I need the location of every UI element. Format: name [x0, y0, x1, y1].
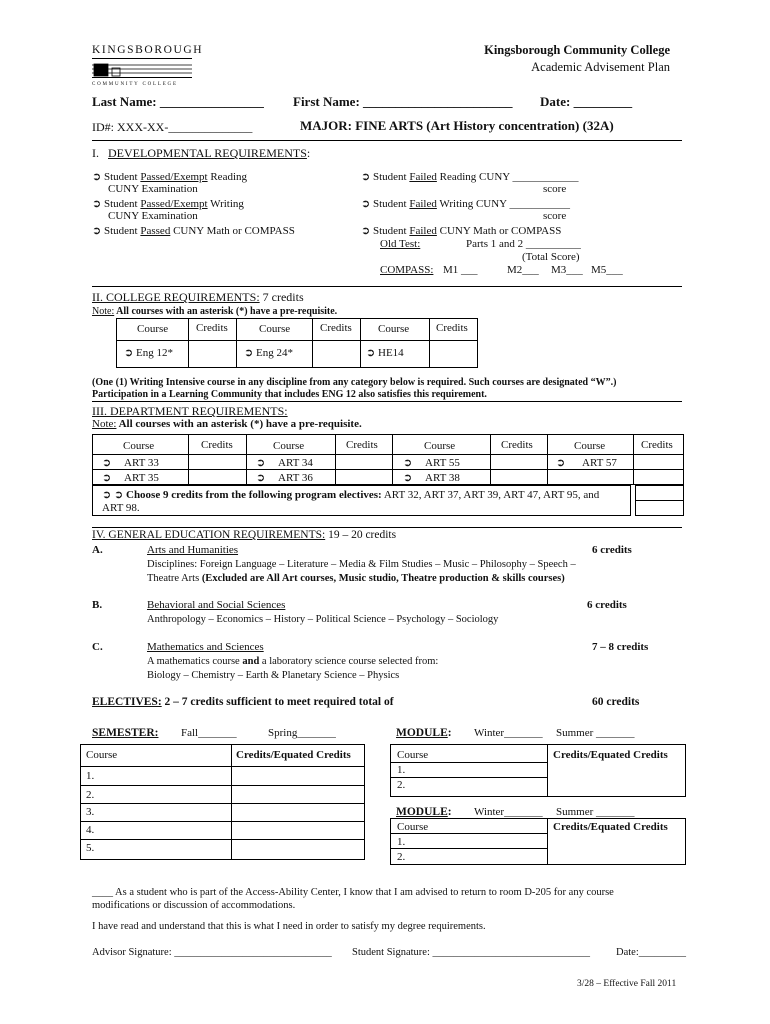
gened-a-letter: A. — [92, 544, 103, 556]
bullet-icon: ➲ — [92, 171, 102, 183]
dev-left-1: ➲ Student Passed/Exempt Reading — [92, 171, 248, 183]
course-art35: ➲ ART 35 — [102, 472, 159, 484]
compass-m2[interactable]: M2___ — [507, 264, 539, 276]
bullet-icon: ➲ — [92, 198, 102, 210]
electives-line: ELECTIVES: 2 – 7 credits sufficient to meet required total of — [92, 696, 394, 708]
bullet-icon: ➲ — [403, 472, 413, 484]
bullet-icon: ➲ — [556, 457, 566, 469]
col-header-course: Course — [273, 440, 305, 452]
first-name-field[interactable]: First Name: _______________________ — [293, 94, 513, 109]
bullet-icon: ➲ — [124, 347, 134, 359]
bullet-icon: ➲ — [102, 457, 112, 469]
semester-label: SEMESTER: — [92, 727, 159, 739]
college-note: Note: All courses with an asterisk (*) have a pre-requisite. — [92, 306, 338, 317]
course-he14: ➲ HE14 — [366, 347, 404, 359]
wi-note-2: Participation in a Learning Community that includes ENG 12 also satisfies this requirement. — [92, 389, 487, 400]
col-header-credits: Credits — [196, 322, 228, 334]
gened-a-title: Arts and Humanities — [147, 544, 239, 556]
course-eng24: ➲ Eng 24* — [244, 347, 293, 359]
bullet-icon: ➲ — [361, 225, 371, 237]
college-table — [116, 318, 478, 368]
old-test: Old Test: — [380, 238, 421, 250]
col-header-course: Course — [424, 440, 456, 452]
bullet-icon: ➲ — [403, 457, 413, 469]
student-signature[interactable]: Student Signature: ______________________________ — [352, 947, 590, 958]
course-art55: ➲ ART 55 — [403, 457, 460, 469]
gened-a-disciplines: Disciplines: Foreign Language – Literature – Media & Film Studies – Music – Philosophy – Speech – — [147, 559, 576, 570]
total-score: (Total Score) — [522, 251, 580, 263]
electives-total: 60 credits — [592, 696, 640, 708]
module1-winter[interactable]: Winter_______ — [474, 727, 543, 739]
course-eng12: ➲ Eng 12* — [124, 347, 173, 359]
advisor-signature[interactable]: Advisor Signature: ______________________________ — [92, 947, 332, 958]
semester-row-5[interactable]: 5. — [86, 842, 95, 854]
logo-name: KINGSBOROUGH — [92, 44, 204, 56]
gened-b-title: Behavioral and Social Sciences — [147, 599, 286, 611]
college-name: Kingsborough Community College — [484, 43, 670, 57]
dev-right-3: ➲ Student Failed CUNY Math or COMPASS — [361, 225, 562, 237]
col-header-credits: Credits — [501, 439, 533, 451]
logo-skyline-icon — [92, 59, 192, 77]
gened-c-credits: 7 – 8 credits — [592, 641, 649, 653]
dev-right-1: ➲ Student Failed Reading CUNY ____________ — [361, 171, 579, 183]
col-header-course: Course — [123, 440, 155, 452]
bullet-icon: ➲ — [92, 225, 102, 237]
col-header-credits: Credits — [641, 439, 673, 451]
major-label: MAJOR: FINE ARTS (Art History concentration) (32A) — [300, 118, 614, 133]
semester-row-2[interactable]: 2. — [86, 789, 95, 801]
effective-date: 3/28 – Effective Fall 2011 — [577, 979, 677, 989]
course-art38: ➲ ART 38 — [403, 472, 460, 484]
module2-col-credits: Credits/Equated Credits — [553, 821, 668, 833]
dev-left-2: ➲ Student Passed/Exempt Writing — [92, 198, 244, 210]
bullet-icon: ➲ — [102, 472, 112, 484]
col-header-credits: Credits — [436, 322, 468, 334]
gened-a-credits: 6 credits — [592, 544, 632, 556]
dev-colon: : — [306, 146, 311, 160]
module1-col-credits: Credits/Equated Credits — [553, 749, 668, 761]
bullet-icon: ➲ — [361, 198, 371, 210]
gened-a-exclusions: Theatre Arts (Excluded are All Art courses, Music studio, Theatre production & skills courses) — [147, 573, 565, 584]
logo-sub: COMMUNITY COLLEGE — [92, 82, 178, 87]
gened-c-title: Mathematics and Sciences — [147, 641, 264, 653]
gened-c-line1: A mathematics course and a laboratory science course selected from: — [147, 656, 439, 667]
dev-heading — [92, 147, 310, 160]
old-test-parts: Parts 1 and 2 __________ — [466, 238, 581, 250]
module2-row-2[interactable]: 2. — [397, 851, 406, 863]
dev-right-2: ➲ Student Failed Writing CUNY ___________ — [361, 198, 570, 210]
module1-summer[interactable]: Summer _______ — [556, 727, 635, 739]
dev-left-3: ➲ Student Passed CUNY Math or COMPASS — [92, 225, 295, 237]
date-field[interactable]: Date: _________ — [540, 94, 633, 109]
dev-right-2b: score — [543, 210, 567, 222]
col-header-course: Course — [378, 323, 410, 335]
col-header-credits: Credits — [320, 322, 352, 334]
col-header-credits: Credits — [201, 439, 233, 451]
rule-college — [92, 286, 682, 287]
gened-b-letter: B. — [92, 599, 103, 611]
bullet-icon: ➲ — [114, 489, 124, 501]
id-field[interactable]: ID#: XXX-XX-______________ — [92, 120, 253, 134]
dev-left-2b: CUNY Examination — [108, 210, 198, 222]
bullet-icon: ➲ — [361, 171, 371, 183]
compass-label: COMPASS: — [380, 264, 434, 276]
dev-left-1b: CUNY Examination — [108, 183, 198, 195]
semester-col-course: Course — [86, 749, 118, 761]
bullet-icon: ➲ — [256, 457, 266, 469]
access-ability-note-2: modifications or discussion of accommodations. — [92, 900, 296, 911]
bullet-icon: ➲ — [366, 347, 376, 359]
semester-row-3[interactable]: 3. — [86, 806, 95, 818]
plan-title: Academic Advisement Plan — [531, 60, 670, 74]
dept-heading: III. DEPARTMENT REQUIREMENTS: — [92, 404, 288, 418]
col-header-course: Course — [574, 440, 606, 452]
program-electives: ➲ ➲ Choose 9 credits from the following program electives: ART 32, ART 37, ART 39, ART 47, ART 95, and — [102, 489, 600, 501]
dev-num: I. — [92, 146, 99, 160]
gened-b-disciplines: Anthropology – Economics – History – Political Science – Psychology – Sociology — [147, 614, 499, 625]
bullet-icon: ➲ — [256, 472, 266, 484]
gened-b-credits: 6 credits — [587, 599, 627, 611]
course-art34: ➲ ART 34 — [256, 457, 313, 469]
dev-right-1b: score — [543, 183, 567, 195]
program-electives-2: ART 98. — [102, 502, 140, 514]
gened-heading: IV. GENERAL EDUCATION REQUIREMENTS: 19 – 20 credits — [92, 529, 397, 541]
wi-note-1: (One (1) Writing Intensive course in any discipline from any category below is required. Such courses are designated “W”.) — [92, 377, 617, 388]
last-name-field[interactable]: Last Name: ________________ — [92, 94, 264, 109]
semester-row-4[interactable]: 4. — [86, 824, 95, 836]
module1-row-2[interactable]: 2. — [397, 779, 406, 791]
access-ability-note: ____ As a student who is part of the Access-Ability Center, I know that I am advised to return to room D-205 for any course — [92, 887, 614, 898]
col-header-course: Course — [259, 323, 291, 335]
module2-col-course: Course — [397, 821, 429, 833]
module1-col-course: Course — [397, 749, 429, 761]
logo-rule — [92, 58, 192, 78]
signature-date[interactable]: Date:_________ — [616, 947, 686, 958]
rule-gened — [92, 527, 682, 528]
course-art57: ➲ ART 57 — [556, 457, 617, 469]
bullet-icon: ➲ — [244, 347, 254, 359]
bullet-icon: ➲ — [102, 489, 112, 501]
compass-m1[interactable]: M1 ___ — [443, 264, 478, 276]
semester-fall[interactable]: Fall_______ — [181, 727, 237, 739]
dev-title: DEVELOPMENTAL REQUIREMENTS — [108, 146, 307, 160]
course-art36: ➲ ART 36 — [256, 472, 313, 484]
module2-row-1[interactable]: 1. — [397, 836, 406, 848]
col-header-course: Course — [137, 323, 169, 335]
rule-dev — [92, 140, 682, 141]
dept-note: Note: All courses with an asterisk (*) have a pre-requisite. — [92, 418, 362, 430]
understand-statement: I have read and understand that this is what I need in order to satisfy my degree requirements. — [92, 921, 486, 932]
module1-label: MODULE: — [396, 727, 452, 739]
compass-m5[interactable]: M5___ — [591, 264, 623, 276]
semester-spring[interactable]: Spring_______ — [268, 727, 336, 739]
module2-label: MODULE: — [396, 806, 452, 818]
rule-dept — [92, 401, 682, 402]
module1-row-1[interactable]: 1. — [397, 764, 406, 776]
semester-row-1[interactable]: 1. — [86, 770, 95, 782]
gened-c-line2: Biology – Chemistry – Earth & Planetary Science – Physics — [147, 670, 400, 681]
gened-c-letter: C. — [92, 641, 103, 653]
compass-m3[interactable]: M3___ — [551, 264, 583, 276]
module2-winter[interactable]: Winter_______ — [474, 806, 543, 818]
course-art33: ➲ ART 33 — [102, 457, 159, 469]
college-heading: II. COLLEGE REQUIREMENTS: 7 credits — [92, 290, 304, 304]
module2-summer[interactable]: Summer _______ — [556, 806, 635, 818]
semester-col-credits: Credits/Equated Credits — [236, 749, 351, 761]
col-header-credits: Credits — [346, 439, 378, 451]
